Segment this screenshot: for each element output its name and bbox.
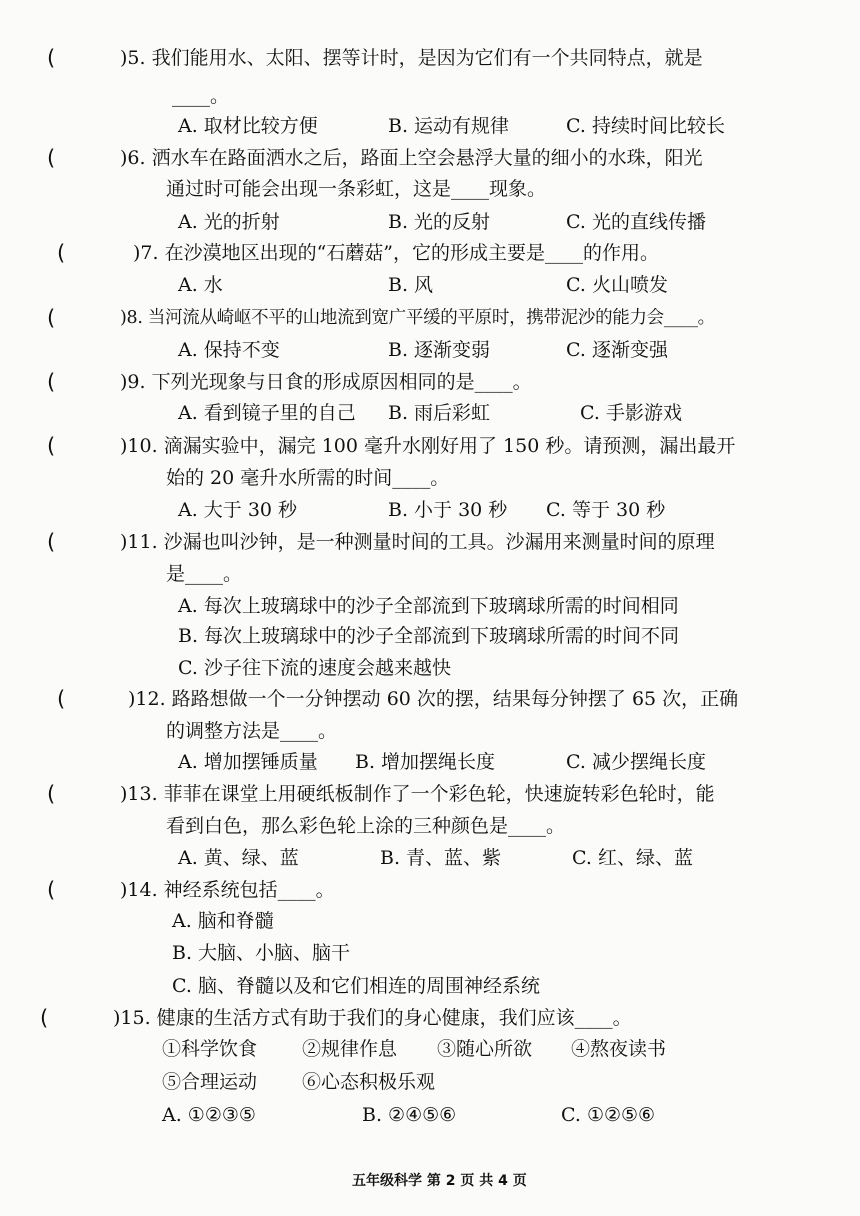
- question-9-line-1: )9. 下列光现象与日食的形成原因相同的是____。: [120, 371, 532, 393]
- question-12-option-c: C. 减少摆绳长度: [566, 751, 706, 773]
- question-10-line-2: 始的 20 毫升水所需的时间____。: [166, 467, 450, 489]
- question-14-option-c: C. 脑、脊髓以及和它们相连的周围神经系统: [172, 975, 540, 997]
- question-6-line-1: )6. 洒水车在路面洒水之后，路面上空会悬浮大量的细小的水珠，阳光: [120, 147, 703, 169]
- question-11-option-a: A. 每次上玻璃球中的沙子全部流到下玻璃球所需的时间相同: [178, 595, 679, 617]
- question-8-option-c: C. 逐渐变强: [566, 339, 668, 361]
- answer-paren: (: [47, 530, 56, 554]
- question-8-option-a: A. 保持不变: [178, 339, 280, 361]
- question-11-line-1: )11. 沙漏也叫沙钟，是一种测量时间的工具。沙漏用来测量时间的原理: [120, 531, 715, 553]
- answer-paren: (: [47, 46, 56, 70]
- answer-paren: (: [47, 434, 56, 458]
- answer-paren: (: [47, 370, 56, 394]
- question-5-line-1: )5. 我们能用水、太阳、摆等计时，是因为它们有一个共同特点，就是: [120, 47, 703, 69]
- question-11-line-2: 是____。: [166, 563, 243, 585]
- question-6-option-b: B. 光的反射: [388, 211, 491, 233]
- question-10-line-1: )10. 滴漏实验中，漏完 100 毫升水刚好用了 150 秒。请预测，漏出最开: [120, 435, 736, 457]
- question-6-line-2: 通过时可能会出现一条彩虹，这是____现象。: [166, 178, 547, 200]
- question-9-option-c: C. 手影游戏: [580, 402, 682, 424]
- question-5-option-c: C. 持续时间比较长: [566, 115, 725, 137]
- question-15-option-b: B. ②④⑤⑥: [362, 1104, 457, 1126]
- question-8-option-b: B. 逐渐变弱: [388, 339, 491, 361]
- answer-paren: (: [47, 782, 56, 806]
- question-12-option-a: A. 增加摆锤质量: [178, 751, 318, 773]
- question-7-option-c: C. 火山喷发: [566, 274, 668, 296]
- question-5-option-b: B. 运动有规律: [388, 115, 510, 137]
- question-14-option-b: B. 大脑、小脑、脑干: [172, 942, 351, 964]
- question-6-option-a: A. 光的折射: [178, 211, 280, 233]
- question-13-line-2: 看到白色，那么彩色轮上涂的三种颜色是____。: [166, 815, 566, 837]
- question-14-option-a: A. 脑和脊髓: [172, 910, 274, 932]
- question-15-option-c: C. ①②⑤⑥: [561, 1104, 656, 1126]
- answer-paren: (: [47, 878, 56, 902]
- question-15-line-1: )15. 健康的生活方式有助于我们的身心健康，我们应该____。: [113, 1007, 632, 1029]
- question-12-line-1: )12. 路路想做一个一分钟摆动 60 次的摆，结果每分钟摆了 65 次，正确: [128, 688, 739, 710]
- question-15-item-5: ⑤合理运动: [162, 1071, 258, 1093]
- question-9-option-a: A. 看到镜子里的自己: [178, 402, 356, 424]
- question-11-option-b: B. 每次上玻璃球中的沙子全部流到下玻璃球所需的时间不同: [178, 625, 680, 647]
- question-9-option-b: B. 雨后彩虹: [388, 402, 491, 424]
- question-12-line-2: 的调整方法是____。: [166, 720, 338, 742]
- answer-paren: (: [57, 241, 66, 265]
- question-15-option-a: A. ①②③⑤: [162, 1104, 256, 1126]
- question-15-item-4: ④熬夜读书: [571, 1038, 667, 1060]
- question-7-option-b: B. 风: [388, 274, 434, 296]
- question-10-option-c: C. 等于 30 秒: [546, 499, 666, 521]
- answer-paren: (: [40, 1006, 49, 1030]
- question-5-option-a: A. 取材比较方便: [178, 115, 318, 137]
- question-11-option-c: C. 沙子往下流的速度会越来越快: [178, 657, 451, 679]
- question-15-item-6: ⑥心态积极乐观: [302, 1071, 436, 1093]
- question-15-item-3: ③随心所欲: [437, 1038, 533, 1060]
- question-14-line-1: )14. 神经系统包括____。: [120, 879, 335, 901]
- question-13-option-a: A. 黄、绿、蓝: [178, 847, 299, 869]
- page-footer: 五年级科学 第 2 页 共 4 页: [352, 1173, 527, 1189]
- answer-paren: (: [57, 687, 66, 711]
- question-12-option-b: B. 增加摆绳长度: [355, 751, 496, 773]
- question-15-item-1: ①科学饮食: [162, 1038, 258, 1060]
- answer-paren: (: [47, 306, 56, 330]
- question-10-option-b: B. 小于 30 秒: [388, 499, 508, 521]
- question-6-option-c: C. 光的直线传播: [566, 211, 706, 233]
- question-13-option-c: C. 红、绿、蓝: [572, 847, 693, 869]
- question-15-item-2: ②规律作息: [302, 1038, 398, 1060]
- question-13-line-1: )13. 菲菲在课堂上用硬纸板制作了一个彩色轮，快速旋转彩色轮时，能: [120, 783, 715, 805]
- question-10-option-a: A. 大于 30 秒: [178, 499, 298, 521]
- question-8-line-1: )8. 当河流从崎岖不平的山地流到宽广平缓的平原时，携带泥沙的能力会____。: [120, 308, 715, 328]
- question-5-line-2: ____。: [172, 85, 230, 107]
- question-13-option-b: B. 青、蓝、紫: [380, 847, 502, 869]
- answer-paren: (: [47, 146, 56, 170]
- question-7-line-1: )7. 在沙漠地区出现的“石蘑菇”，它的形成主要是____的作用。: [133, 242, 660, 264]
- question-7-option-a: A. 水: [178, 274, 223, 296]
